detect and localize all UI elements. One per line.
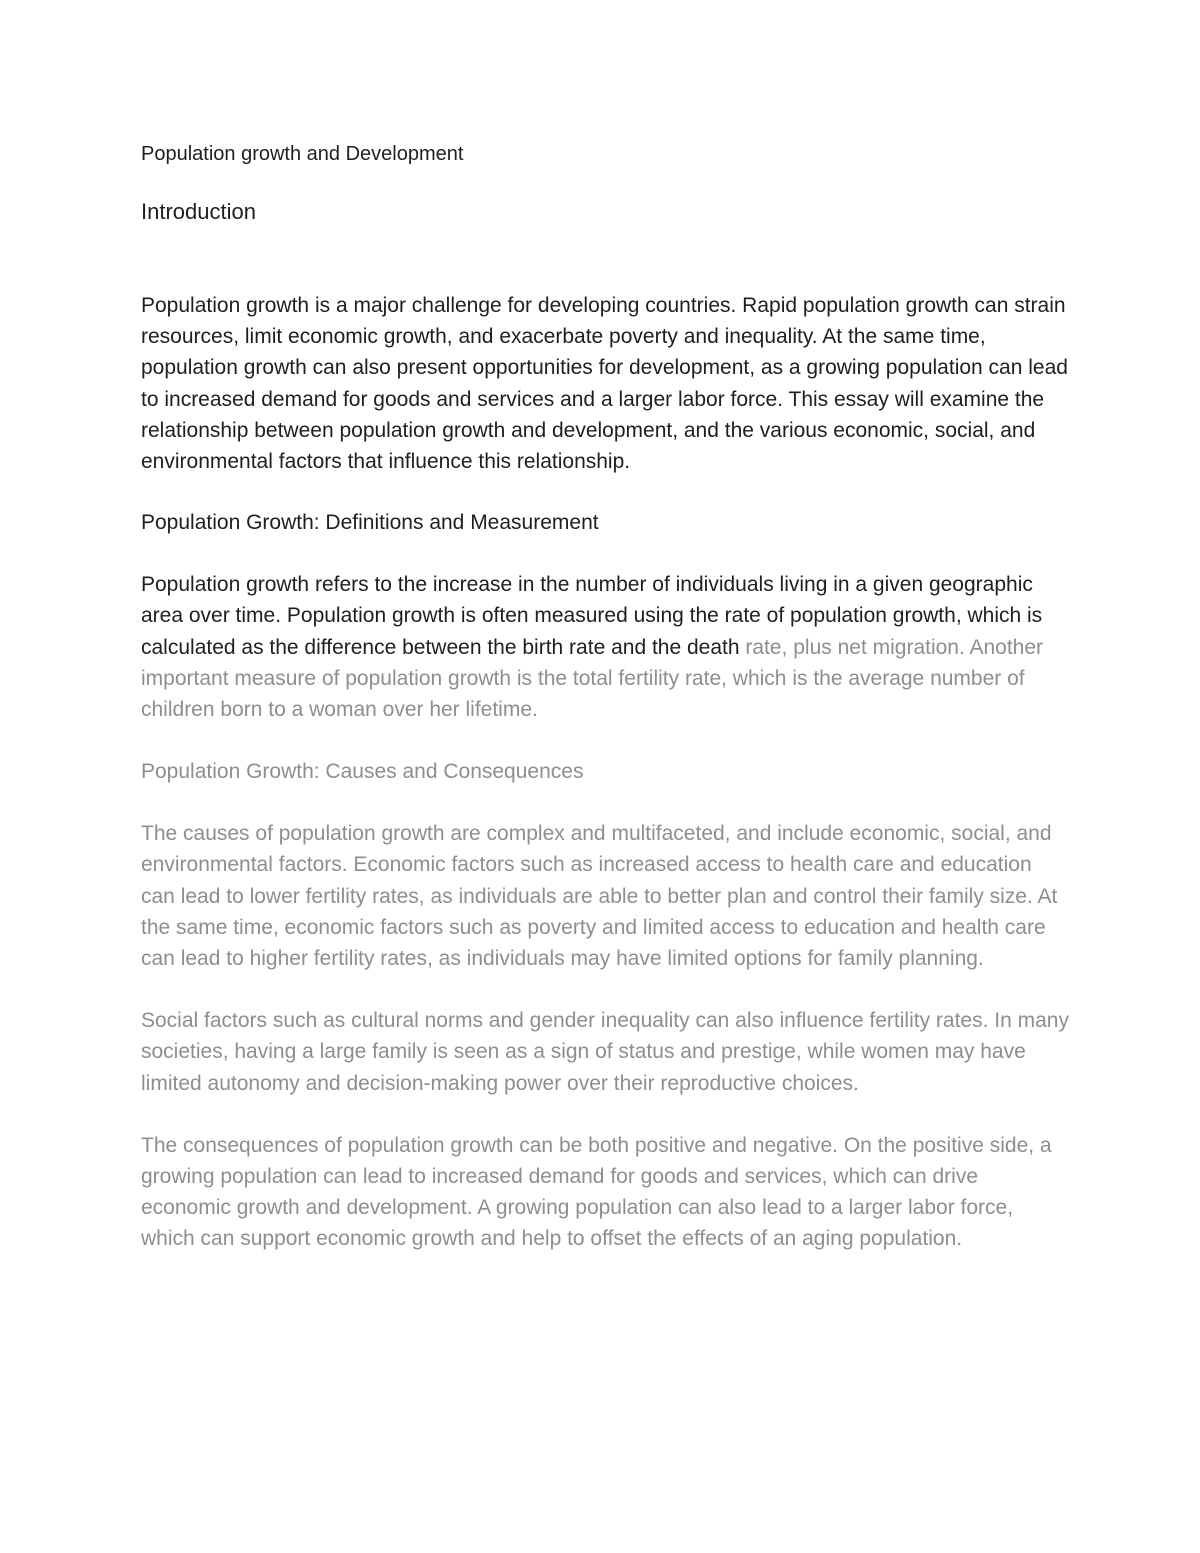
definitions-paragraph-visible: Population growth refers to the increase in the number of individuals living in a given geographic area over time. Population growth is often measured using the rate of population growth, which is calculated as the difference between the birth rate and the death — [141, 573, 1043, 659]
definitions-heading: Population Growth: Definitions and Measurement — [141, 511, 599, 535]
introduction-paragraph: Population growth is a major challenge for developing countries. Rapid population growth can strain resources, limit economic growth, and exacerbate poverty and inequality. At the same time, population growth can also present opportunities for development, as a growing population can lead to increased demand for goods and services and a larger labor force. This essay will examine the relationship between population growth and development, and the various economic, social, and environmental factors that influence this relationship. — [141, 294, 1068, 474]
causes-heading: Population Growth: Causes and Consequences — [141, 760, 584, 784]
social-factors-paragraph: Social factors such as cultural norms and gender inequality can also influence fertility rates. In many societies, having a large family is seen as a sign of status and prestige, while women may have limited autonomy and decision-making power over their reproductive choices. — [141, 1009, 1069, 1095]
definitions-paragraph — [141, 569, 1071, 725]
consequences-paragraph: The consequences of population growth can be both positive and negative. On the positive side, a growing population can lead to increased demand for goods and services, which can drive economic growth and development. A growing population can also lead to a larger labor force, which can support economic growth and help to offset the effects of an aging population. — [141, 1133, 1052, 1251]
definitions-paragraph-faded: rate, plus net migration. Another important measure of population growth is the total fertility rate, which is the average number of children born to a woman over her lifetime. — [141, 635, 1044, 722]
document-body — [141, 139, 1071, 1255]
document-title: Population growth and Development — [141, 143, 464, 165]
causes-paragraph: The causes of population growth are complex and multifaceted, and include economic, social, and environmental factors. Economic factors such as increased access to health care and education can lead to lower fertility rates, as individuals are able to better plan and control their family size. At the same time, economic factors such as poverty and limited access to education and health care can lead to higher fertility rates, as individuals may have limited options for family planning. — [141, 822, 1058, 971]
introduction-heading: Introduction — [141, 199, 256, 224]
